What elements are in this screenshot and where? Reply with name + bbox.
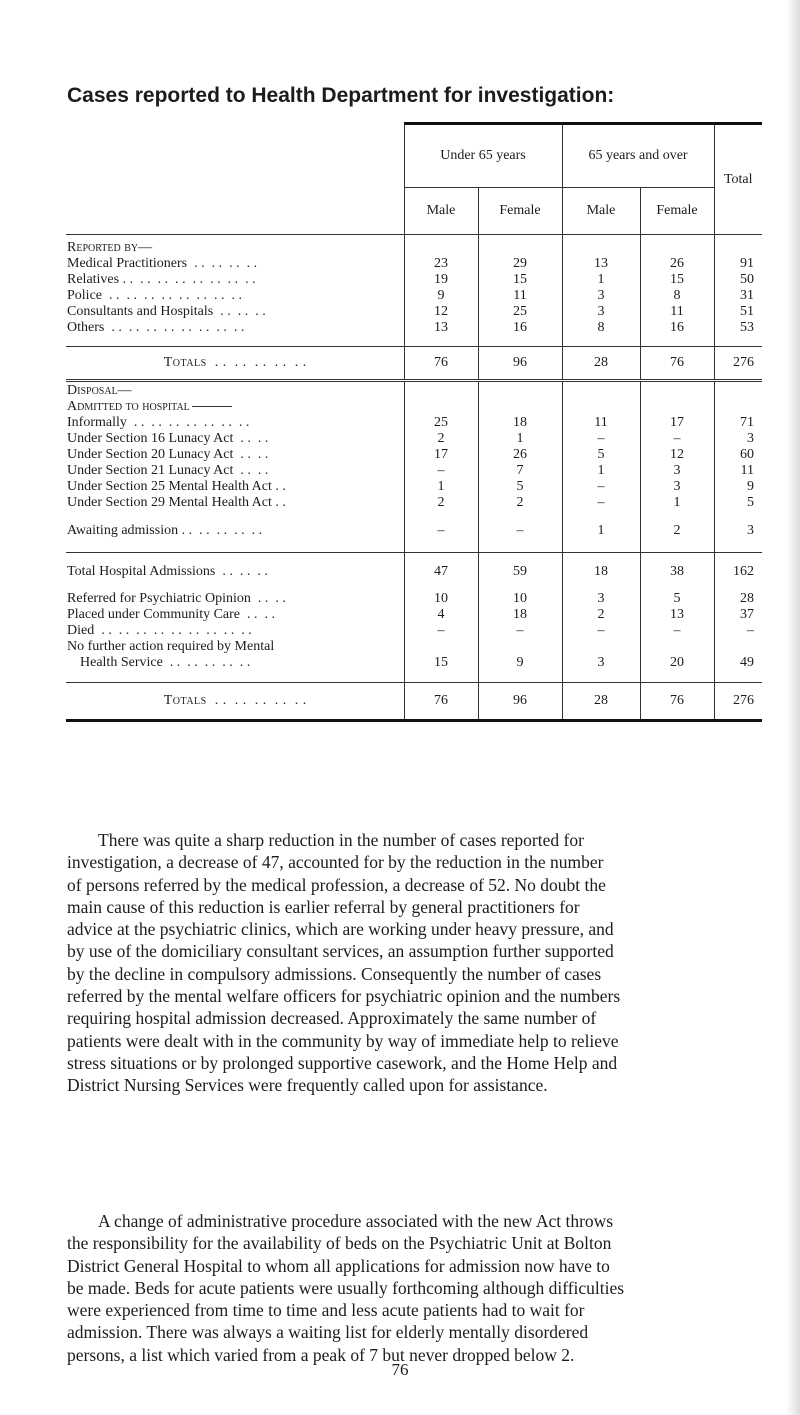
cell-total: 31 — [740, 287, 755, 303]
cell-female-over65: – — [640, 431, 714, 447]
paragraph-reduction: There was quite a sharp reduction in the number of cases reported for investigation, a decrease of 47, accounted for by the reduction in the number of persons referred by the medical profession, a decrease of 52. No doubt the main cause of this reduction is earlier referral by general practitioners for advice at the psychiatric clinics, which are working under heavy pressure, and by use of the domiciliary consultant services, an assumption further supported by the decline in compulsory admissions. Consequently the number of cases referred by the mental welfare officers for psychiatric opinion and the numbers requiring hospital admission decreased. Approximately the same number of patients were dealt with in the community by way of immediate help to relieve stress situations or by prolonged supportive casework, and the Home Help and District Nursing Services were frequently called upon for assistance. — [67, 830, 621, 1096]
cell-total — [714, 399, 762, 415]
cell-female-over65 — [640, 539, 714, 553]
cell-female-under65: 15 — [478, 272, 562, 288]
spacer-row — [66, 539, 762, 553]
cell-male-over65: – — [562, 479, 640, 495]
cell-male-over65 — [562, 671, 640, 683]
cell-female-under65: 16 — [478, 320, 562, 336]
cell-female-under65 — [478, 399, 562, 415]
table-row — [66, 304, 762, 320]
cell-total: 91 — [740, 255, 755, 271]
cell-male-under65 — [404, 235, 478, 256]
cell-male-over65 — [562, 381, 640, 399]
table-row — [66, 463, 762, 479]
header-65-and-over: 65 years and over — [562, 124, 714, 188]
cell-male-under65: 10 — [404, 591, 478, 607]
row-label: Under Section 21 Lunacy Act . . . . — [66, 463, 404, 479]
page-edge-shadow — [786, 0, 800, 1415]
row-label: Died . . . . . . . . . . . . . . . . . . — [66, 623, 404, 639]
cell-female-under65: 29 — [478, 256, 562, 272]
cell-female-over65: 76 — [640, 347, 714, 381]
table-row — [66, 415, 762, 431]
table-row-no-further-2 — [66, 655, 762, 671]
row-label: Total Hospital Admissions . . . . . . — [66, 553, 404, 591]
cell-male-under65: – — [404, 623, 478, 639]
cell-male-over65 — [562, 539, 640, 553]
cell-female-over65: 17 — [640, 415, 714, 431]
row-label: Placed under Community Care . . . . — [66, 607, 404, 623]
table-row — [66, 447, 762, 463]
header-female-under65: Female — [478, 188, 562, 235]
row-label: Health Service . . . . . . . . . . — [66, 655, 404, 671]
cell-male-under65 — [404, 639, 478, 655]
cell-female-under65: 10 — [478, 591, 562, 607]
cell-female-over65: 76 — [640, 683, 714, 721]
cell-female-under65: 96 — [478, 347, 562, 381]
table-row — [66, 431, 762, 447]
cell-female-under65: 7 — [478, 463, 562, 479]
cell-total: 71 — [740, 414, 755, 430]
cell-male-under65: 12 — [404, 304, 478, 320]
cell-female-under65 — [478, 639, 562, 655]
table-row — [66, 591, 762, 607]
cell-total — [714, 671, 762, 683]
table-row — [66, 288, 762, 304]
row-label: Relatives . . . . . . . . . . . . . . . . — [66, 272, 404, 288]
cell-female-over65: – — [640, 623, 714, 639]
cell-male-over65: 18 — [562, 553, 640, 591]
row-label: Police . . . . . . . . . . . . . . . . — [66, 288, 404, 304]
cell-male-under65: 23 — [404, 256, 478, 272]
cell-female-over65 — [640, 639, 714, 655]
cell-female-under65: 1 — [478, 431, 562, 447]
section-subheading-admitted — [66, 399, 762, 415]
cell-male-over65: 2 — [562, 607, 640, 623]
cell-female-over65: 38 — [640, 553, 714, 591]
admitted-subheading — [66, 399, 404, 415]
cell-male-under65: 2 — [404, 495, 478, 511]
cell-male-over65: 1 — [562, 272, 640, 288]
cell-female-over65 — [640, 235, 714, 256]
cell-male-under65: 15 — [404, 655, 478, 671]
cell-male-under65: 76 — [404, 683, 478, 721]
cell-male-under65: 1 — [404, 479, 478, 495]
cell-female-over65 — [640, 671, 714, 683]
row-label: Medical Practitioners . . . . . . . . — [66, 256, 404, 272]
row-label: No further action required by Mental — [66, 639, 404, 655]
totals-label: Totals . . . . . . . . . . — [66, 347, 404, 381]
cell-female-under65 — [478, 671, 562, 683]
cell-female-over65: 8 — [640, 288, 714, 304]
cell-female-under65: 26 — [478, 447, 562, 463]
cell-female-over65: 13 — [640, 607, 714, 623]
cell-male-over65: 28 — [562, 683, 640, 721]
header-under-65: Under 65 years — [404, 124, 562, 188]
cell-total: 11 — [740, 462, 755, 478]
header-blank — [66, 124, 404, 188]
cell-female-under65: – — [478, 623, 562, 639]
cell-male-over65: – — [562, 623, 640, 639]
cell-total: 3 — [747, 430, 755, 446]
cell-total — [714, 539, 762, 553]
header-row-sex — [66, 188, 762, 235]
cell-female-over65: 3 — [640, 463, 714, 479]
reported-by-heading: Reported by— — [66, 235, 404, 256]
cell-male-over65: 1 — [562, 511, 640, 539]
cell-female-under65: 11 — [478, 288, 562, 304]
cell-total: 53 — [740, 319, 755, 335]
section-heading-disposal — [66, 381, 762, 399]
paragraph-procedure: A change of administrative procedure associated with the new Act throws the responsibility for the availability of beds on the Psychiatric Unit at Bolton District General Hospital to whom all applications for admission now have to be made. Beds for acute patients were usually forthcoming although difficulties were experienced from time to time and less acute patients had to wait for admission. There was always a waiting list for elderly mentally disordered persons, a list which varied from a peak of 7 but never dropped below 2. — [67, 1211, 625, 1365]
admitted-subheading-text: Admitted to hospital — [67, 398, 190, 414]
table-row — [66, 607, 762, 623]
row-label — [66, 671, 404, 683]
cell-male-under65: 25 — [404, 415, 478, 431]
header-blank-2 — [66, 188, 404, 235]
header-row-groups — [66, 124, 762, 188]
cell-female-over65 — [640, 336, 714, 347]
row-label: Others . . . . . . . . . . . . . . . . — [66, 320, 404, 336]
cell-female-over65: 11 — [640, 304, 714, 320]
section-heading-reported — [66, 235, 762, 256]
cell-male-under65: 17 — [404, 447, 478, 463]
cell-female-under65: 18 — [478, 415, 562, 431]
cell-male-under65: 76 — [404, 347, 478, 381]
table-row — [66, 256, 762, 272]
cell-total: 49 — [740, 654, 755, 670]
header-male-under65: Male — [404, 188, 478, 235]
cell-female-under65 — [478, 336, 562, 347]
cell-female-over65: 2 — [640, 511, 714, 539]
cell-male-over65: 13 — [562, 256, 640, 272]
cell-female-under65: 96 — [478, 683, 562, 721]
page-title: Cases reported to Health Department for investigation: — [67, 84, 615, 107]
cell-male-over65: – — [562, 495, 640, 511]
cell-male-under65: 13 — [404, 320, 478, 336]
table-row — [66, 623, 762, 639]
cell-male-under65: 4 — [404, 607, 478, 623]
cell-male-over65: 11 — [562, 415, 640, 431]
row-label: Under Section 25 Mental Health Act . . — [66, 479, 404, 495]
table-row-awaiting — [66, 511, 762, 539]
row-label — [66, 336, 404, 347]
cell-female-over65: 26 — [640, 256, 714, 272]
cell-total: 276 — [714, 683, 762, 721]
cell-total — [714, 336, 762, 347]
table-row — [66, 272, 762, 288]
table-row-no-further-1 — [66, 639, 762, 655]
totals-row-disposal — [66, 683, 762, 721]
cell-total — [714, 639, 762, 655]
cell-female-under65: 9 — [478, 655, 562, 671]
cell-female-over65: 16 — [640, 320, 714, 336]
cell-female-over65 — [640, 381, 714, 399]
cell-male-over65 — [562, 639, 640, 655]
table-row-total-admissions — [66, 553, 762, 591]
disposal-heading: Disposal— — [66, 381, 404, 399]
cell-female-under65 — [478, 235, 562, 256]
cell-total: 60 — [740, 446, 755, 462]
cell-male-over65: 1 — [562, 463, 640, 479]
cell-total: 3 — [747, 522, 755, 538]
cell-male-over65: – — [562, 431, 640, 447]
row-label: Under Section 29 Mental Health Act . . — [66, 495, 404, 511]
cell-male-over65 — [562, 235, 640, 256]
cell-female-under65: 59 — [478, 553, 562, 591]
cell-male-under65: 19 — [404, 272, 478, 288]
table-row — [66, 479, 762, 495]
cell-male-over65: 5 — [562, 447, 640, 463]
cell-female-under65: 18 — [478, 607, 562, 623]
cell-male-under65: – — [404, 511, 478, 539]
cell-total: 5 — [747, 494, 755, 510]
cell-male-over65 — [562, 336, 640, 347]
row-label: Informally . . . . . . . . . . . . . . — [66, 415, 404, 431]
cell-female-under65: 25 — [478, 304, 562, 320]
cell-male-under65 — [404, 539, 478, 553]
cell-total: – — [747, 622, 755, 638]
cell-total: 50 — [740, 271, 755, 287]
row-label: Under Section 16 Lunacy Act . . . . — [66, 431, 404, 447]
cell-female-over65: 3 — [640, 479, 714, 495]
cell-female-over65: 20 — [640, 655, 714, 671]
cell-female-over65: 5 — [640, 591, 714, 607]
table-row — [66, 320, 762, 336]
row-label: Awaiting admission . . . . . . . . . . — [66, 511, 404, 539]
cell-total: 51 — [740, 303, 755, 319]
cell-male-under65 — [404, 336, 478, 347]
cell-male-over65: 28 — [562, 347, 640, 381]
cell-female-under65: 5 — [478, 479, 562, 495]
cell-total: 28 — [740, 590, 755, 606]
cell-total: 276 — [714, 347, 762, 381]
cell-total: 9 — [747, 478, 755, 494]
cell-female-over65: 15 — [640, 272, 714, 288]
cell-total — [714, 381, 762, 399]
totals-row-reported — [66, 347, 762, 381]
cell-male-under65 — [404, 671, 478, 683]
totals-label: Totals . . . . . . . . . . — [66, 683, 404, 721]
spacer-row — [66, 671, 762, 683]
table-row — [66, 495, 762, 511]
cell-male-over65: 3 — [562, 304, 640, 320]
header-female-over65: Female — [640, 188, 714, 235]
header-male-over65: Male — [562, 188, 640, 235]
cell-male-under65: 2 — [404, 431, 478, 447]
cell-female-over65 — [640, 399, 714, 415]
cell-female-under65 — [478, 381, 562, 399]
row-label: Consultants and Hospitals . . . . . . — [66, 304, 404, 320]
cases-table — [66, 122, 762, 722]
cell-male-over65 — [562, 399, 640, 415]
cell-total: 37 — [740, 606, 755, 622]
cell-male-over65: 3 — [562, 591, 640, 607]
cell-female-over65: 12 — [640, 447, 714, 463]
page-number: 76 — [391, 1360, 409, 1379]
cell-male-under65: 9 — [404, 288, 478, 304]
cell-female-under65 — [478, 539, 562, 553]
row-label — [66, 539, 404, 553]
cell-male-under65: – — [404, 463, 478, 479]
spacer-row — [66, 336, 762, 347]
cell-female-under65: 2 — [478, 495, 562, 511]
cell-female-under65: – — [478, 511, 562, 539]
cell-male-under65 — [404, 381, 478, 399]
row-label: Referred for Psychiatric Opinion . . . . — [66, 591, 404, 607]
cell-male-under65: 47 — [404, 553, 478, 591]
cell-male-over65: 3 — [562, 288, 640, 304]
cell-female-over65: 1 — [640, 495, 714, 511]
subheading-rule — [192, 406, 232, 407]
header-total: Total — [714, 124, 762, 235]
cell-male-over65: 8 — [562, 320, 640, 336]
cell-male-over65: 3 — [562, 655, 640, 671]
row-label: Under Section 20 Lunacy Act . . . . — [66, 447, 404, 463]
cell-total — [714, 235, 762, 256]
cell-total: 162 — [714, 553, 762, 591]
cell-male-under65 — [404, 399, 478, 415]
